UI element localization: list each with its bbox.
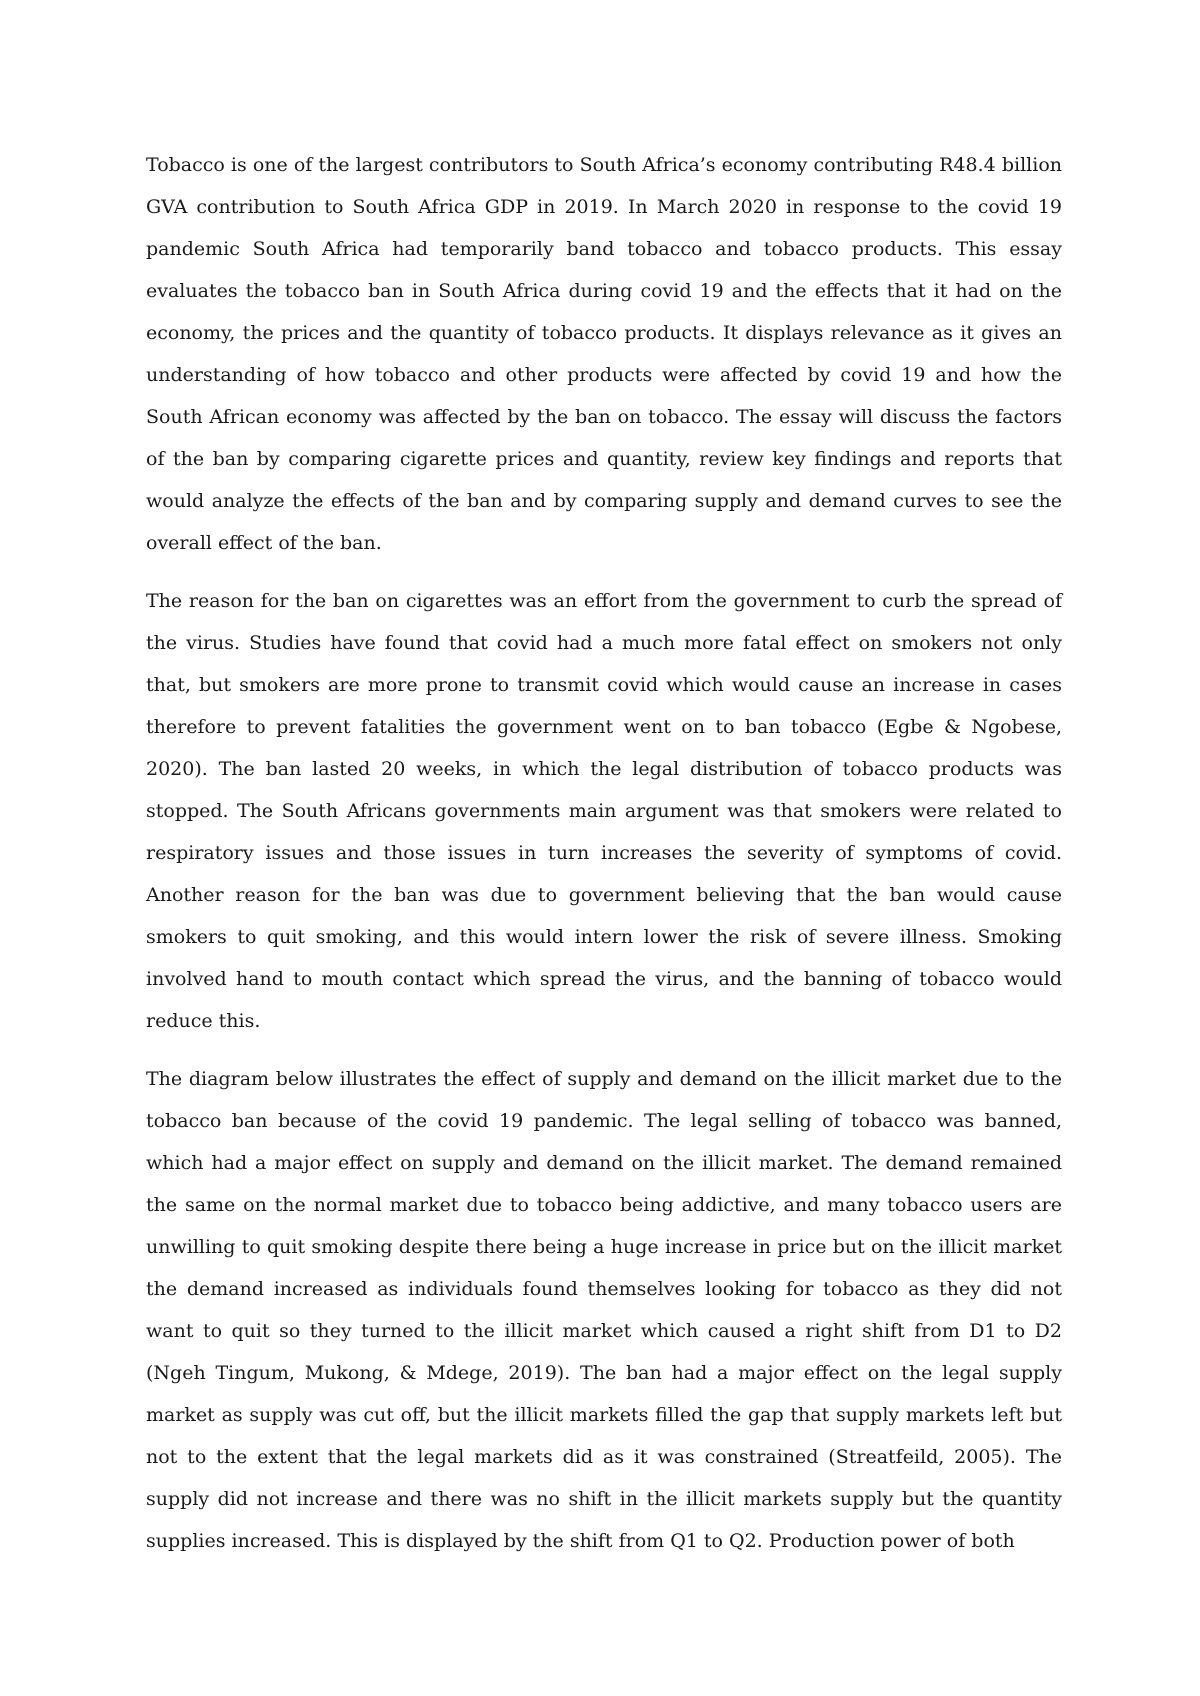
body-text	[146, 144, 1062, 1562]
paragraph-intro: Tobacco is one of the largest contributors to South Africa’s economy contributing R48.4 billion GVA contribution to South Africa GDP in 2019. In March 2020 in response to the covid 19 pandemic South Africa had temporarily band tobacco and tobacco products. This essay evaluates the tobacco ban in South Africa during covid 19 and the effects that it had on the economy, the prices and the quantity of tobacco products. It displays relevance as it gives an understanding of how tobacco and other products were affected by covid 19 and how the South African economy was affected by the ban on tobacco. The essay will discuss the factors of the ban by comparing cigarette prices and quantity, review key findings and reports that would analyze the effects of the ban and by comparing supply and demand curves to see the overall effect of the ban.	[146, 154, 1062, 554]
paragraph-supply-demand: The diagram below illustrates the effect of supply and demand on the illicit market due to the tobacco ban because of the covid 19 pandemic. The legal selling of tobacco was banned, which had a major effect on supply and demand on the illicit market. The demand remained the same on the normal market due to tobacco being addictive, and many tobacco users are unwilling to quit smoking despite there being a huge increase in price but on the illicit market the demand increased as individuals found themselves looking for tobacco as they did not want to quit so they turned to the illicit market which caused a right shift from D1 to D2 (Ngeh Tingum, Mukong, & Mdege, 2019). The ban had a major effect on the legal supply market as supply was cut off, but the illicit markets filled the gap that supply markets left but not to the extent that the legal markets did as it was constrained (Streatfeild, 2005). The supply did not increase and there was no shift in the illicit markets supply but the quantity supplies increased. This is displayed by the shift from Q1 to Q2. Production power of both	[146, 1068, 1062, 1552]
paragraph-ban-reason: The reason for the ban on cigarettes was an effort from the government to curb the spread of the virus. Studies have found that covid had a much more fatal effect on smokers not only that, but smokers are more prone to transmit covid which would cause an increase in cases therefore to prevent fatalities the government went on to ban tobacco (Egbe & Ngobese, 2020). The ban lasted 20 weeks, in which the legal distribution of tobacco products was stopped. The South Africans governments main argument was that smokers were related to respiratory issues and those issues in turn increases the severity of symptoms of covid. Another reason for the ban was due to government believing that the ban would cause smokers to quit smoking, and this would intern lower the risk of severe illness. Smoking involved hand to mouth contact which spread the virus, and the banning of tobacco would reduce this.	[146, 590, 1062, 1032]
